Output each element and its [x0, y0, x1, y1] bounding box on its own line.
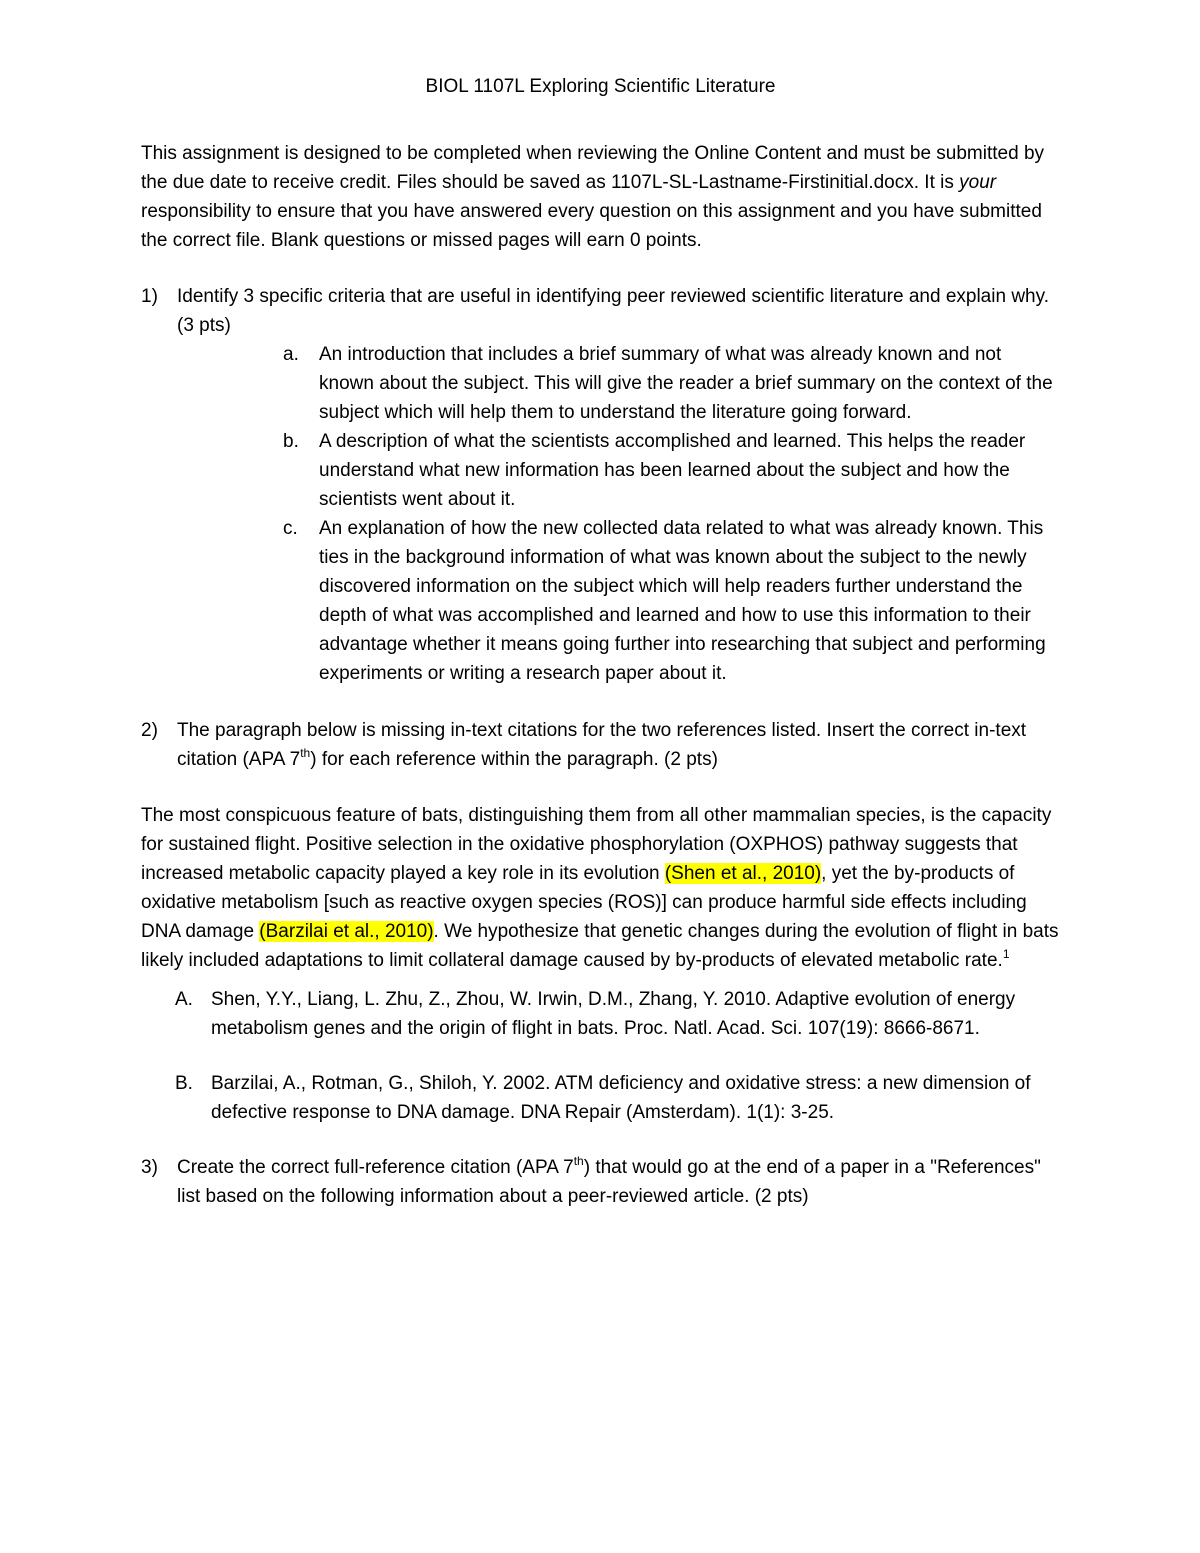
question-1-body — [177, 282, 1060, 688]
question-3-text-part: Create the correct full-reference citation (APA 7 — [177, 1157, 574, 1178]
reference-text: Shen, Y.Y., Liang, L. Zhu, Z., Zhou, W. Irwin, D.M., Zhang, Y. 2010. Adaptive evolution of energy metabolism genes and the origin of flight in bats. Proc. Natl. Acad. Sci. 107(19): 8666-8671. — [211, 989, 1016, 1039]
question-3 — [141, 1153, 1060, 1211]
reference-item-b — [175, 1069, 1060, 1127]
paragraph-text: , yet the by-products of oxidative metabolism [such as reactive oxygen species (ROS)] can produce harmful side effects including DNA damage — [141, 863, 1027, 942]
answer-letter: a. — [283, 344, 299, 365]
question-1-text: Identify 3 specific criteria that are useful in identifying peer reviewed scientific literature and explain why. (3 pts) — [177, 286, 1049, 336]
citation-paragraph — [141, 801, 1060, 975]
intro-italic-word: your — [959, 172, 997, 193]
question-3-text — [177, 1153, 1060, 1211]
answer-text: A description of what the scientists accomplished and learned. This helps the reader understand what new information has been learned about the subject and how the scientists went about it. — [319, 431, 1026, 510]
answer-letter: b. — [283, 431, 299, 452]
reference-item-a — [175, 985, 1060, 1043]
reference-list — [175, 985, 1060, 1127]
question-2-text-part: The paragraph below is missing in-text citations for the two references listed. Insert the correct in-text citation (APA 7 — [177, 720, 1027, 770]
question-3-body — [177, 1153, 1060, 1211]
page-title: BIOL 1107L Exploring Scientific Literature — [425, 76, 776, 97]
footnote-marker: 1 — [1002, 946, 1010, 961]
intro-paragraph — [141, 139, 1060, 255]
question-2 — [141, 716, 1060, 774]
question-1-answers — [283, 340, 1060, 688]
answer-item-a — [283, 340, 1060, 427]
question-2-body — [177, 716, 1060, 774]
reference-letter: B. — [175, 1073, 193, 1094]
superscript: th — [300, 745, 311, 760]
question-2-text-part: ) for each reference within the paragraph. (2 pts) — [310, 749, 718, 770]
question-1-number: 1) — [141, 286, 158, 307]
intro-text-2: responsibility to ensure that you have answered every question on this assignment and you have submitted the correct file. Blank questions or missed pages will earn 0 points. — [141, 201, 1042, 251]
question-3-number: 3) — [141, 1157, 158, 1178]
reference-letter: A. — [175, 989, 193, 1010]
intro-text-1: This assignment is designed to be completed when reviewing the Online Content and must be submitted by the due date to receive credit. Files should be saved as 1107L-SL-Lastname-Firstinitial.docx. It is — [141, 143, 1045, 193]
answer-letter: c. — [283, 518, 298, 539]
question-3-text-part: ) that would go at the end of a paper in a "References" list based on the following information about a peer-reviewed article. (2 pts) — [177, 1157, 1041, 1207]
answer-item-c — [283, 514, 1060, 688]
question-2-number: 2) — [141, 720, 158, 741]
question-1 — [141, 282, 1060, 688]
answer-text: An introduction that includes a brief summary of what was already known and not known about the subject. This will give the reader a brief summary on the context of the subject which will help them to understand the literature going forward. — [319, 344, 1053, 423]
paragraph-text: The most conspicuous feature of bats, distinguishing them from all other mammalian species, is the capacity for sustained flight. Positive selection in the oxidative phosphorylation (OXPHOS) pathway suggests that increased metabolic capacity played a key role in its evolution — [141, 805, 1052, 884]
highlighted-citation-shen: (Shen et al., 2010) — [664, 863, 822, 884]
answer-item-b — [283, 427, 1060, 514]
paragraph-text: . We hypothesize that genetic changes during the evolution of flight in bats likely included adaptations to limit collateral damage caused by by-products of elevated metabolic rate. — [141, 921, 1059, 971]
answer-text: An explanation of how the new collected data related to what was already known. This ties in the background information of what was known about the subject to the newly discovered information on the subject which will help readers further understand the depth of what was accomplished and learned and how to use this information to their advantage whether it means going further into researching that subject and performing experiments or writing a research paper about it. — [319, 518, 1046, 684]
question-2-text — [177, 716, 1060, 774]
highlighted-citation-barzilai: (Barzilai et al., 2010) — [259, 921, 434, 942]
superscript: th — [573, 1153, 584, 1168]
reference-text: Barzilai, A., Rotman, G., Shiloh, Y. 2002. ATM deficiency and oxidative stress: a new dimension of defective response to DNA damage. DNA Repair (Amsterdam). 1(1): 3-25. — [211, 1073, 1031, 1123]
